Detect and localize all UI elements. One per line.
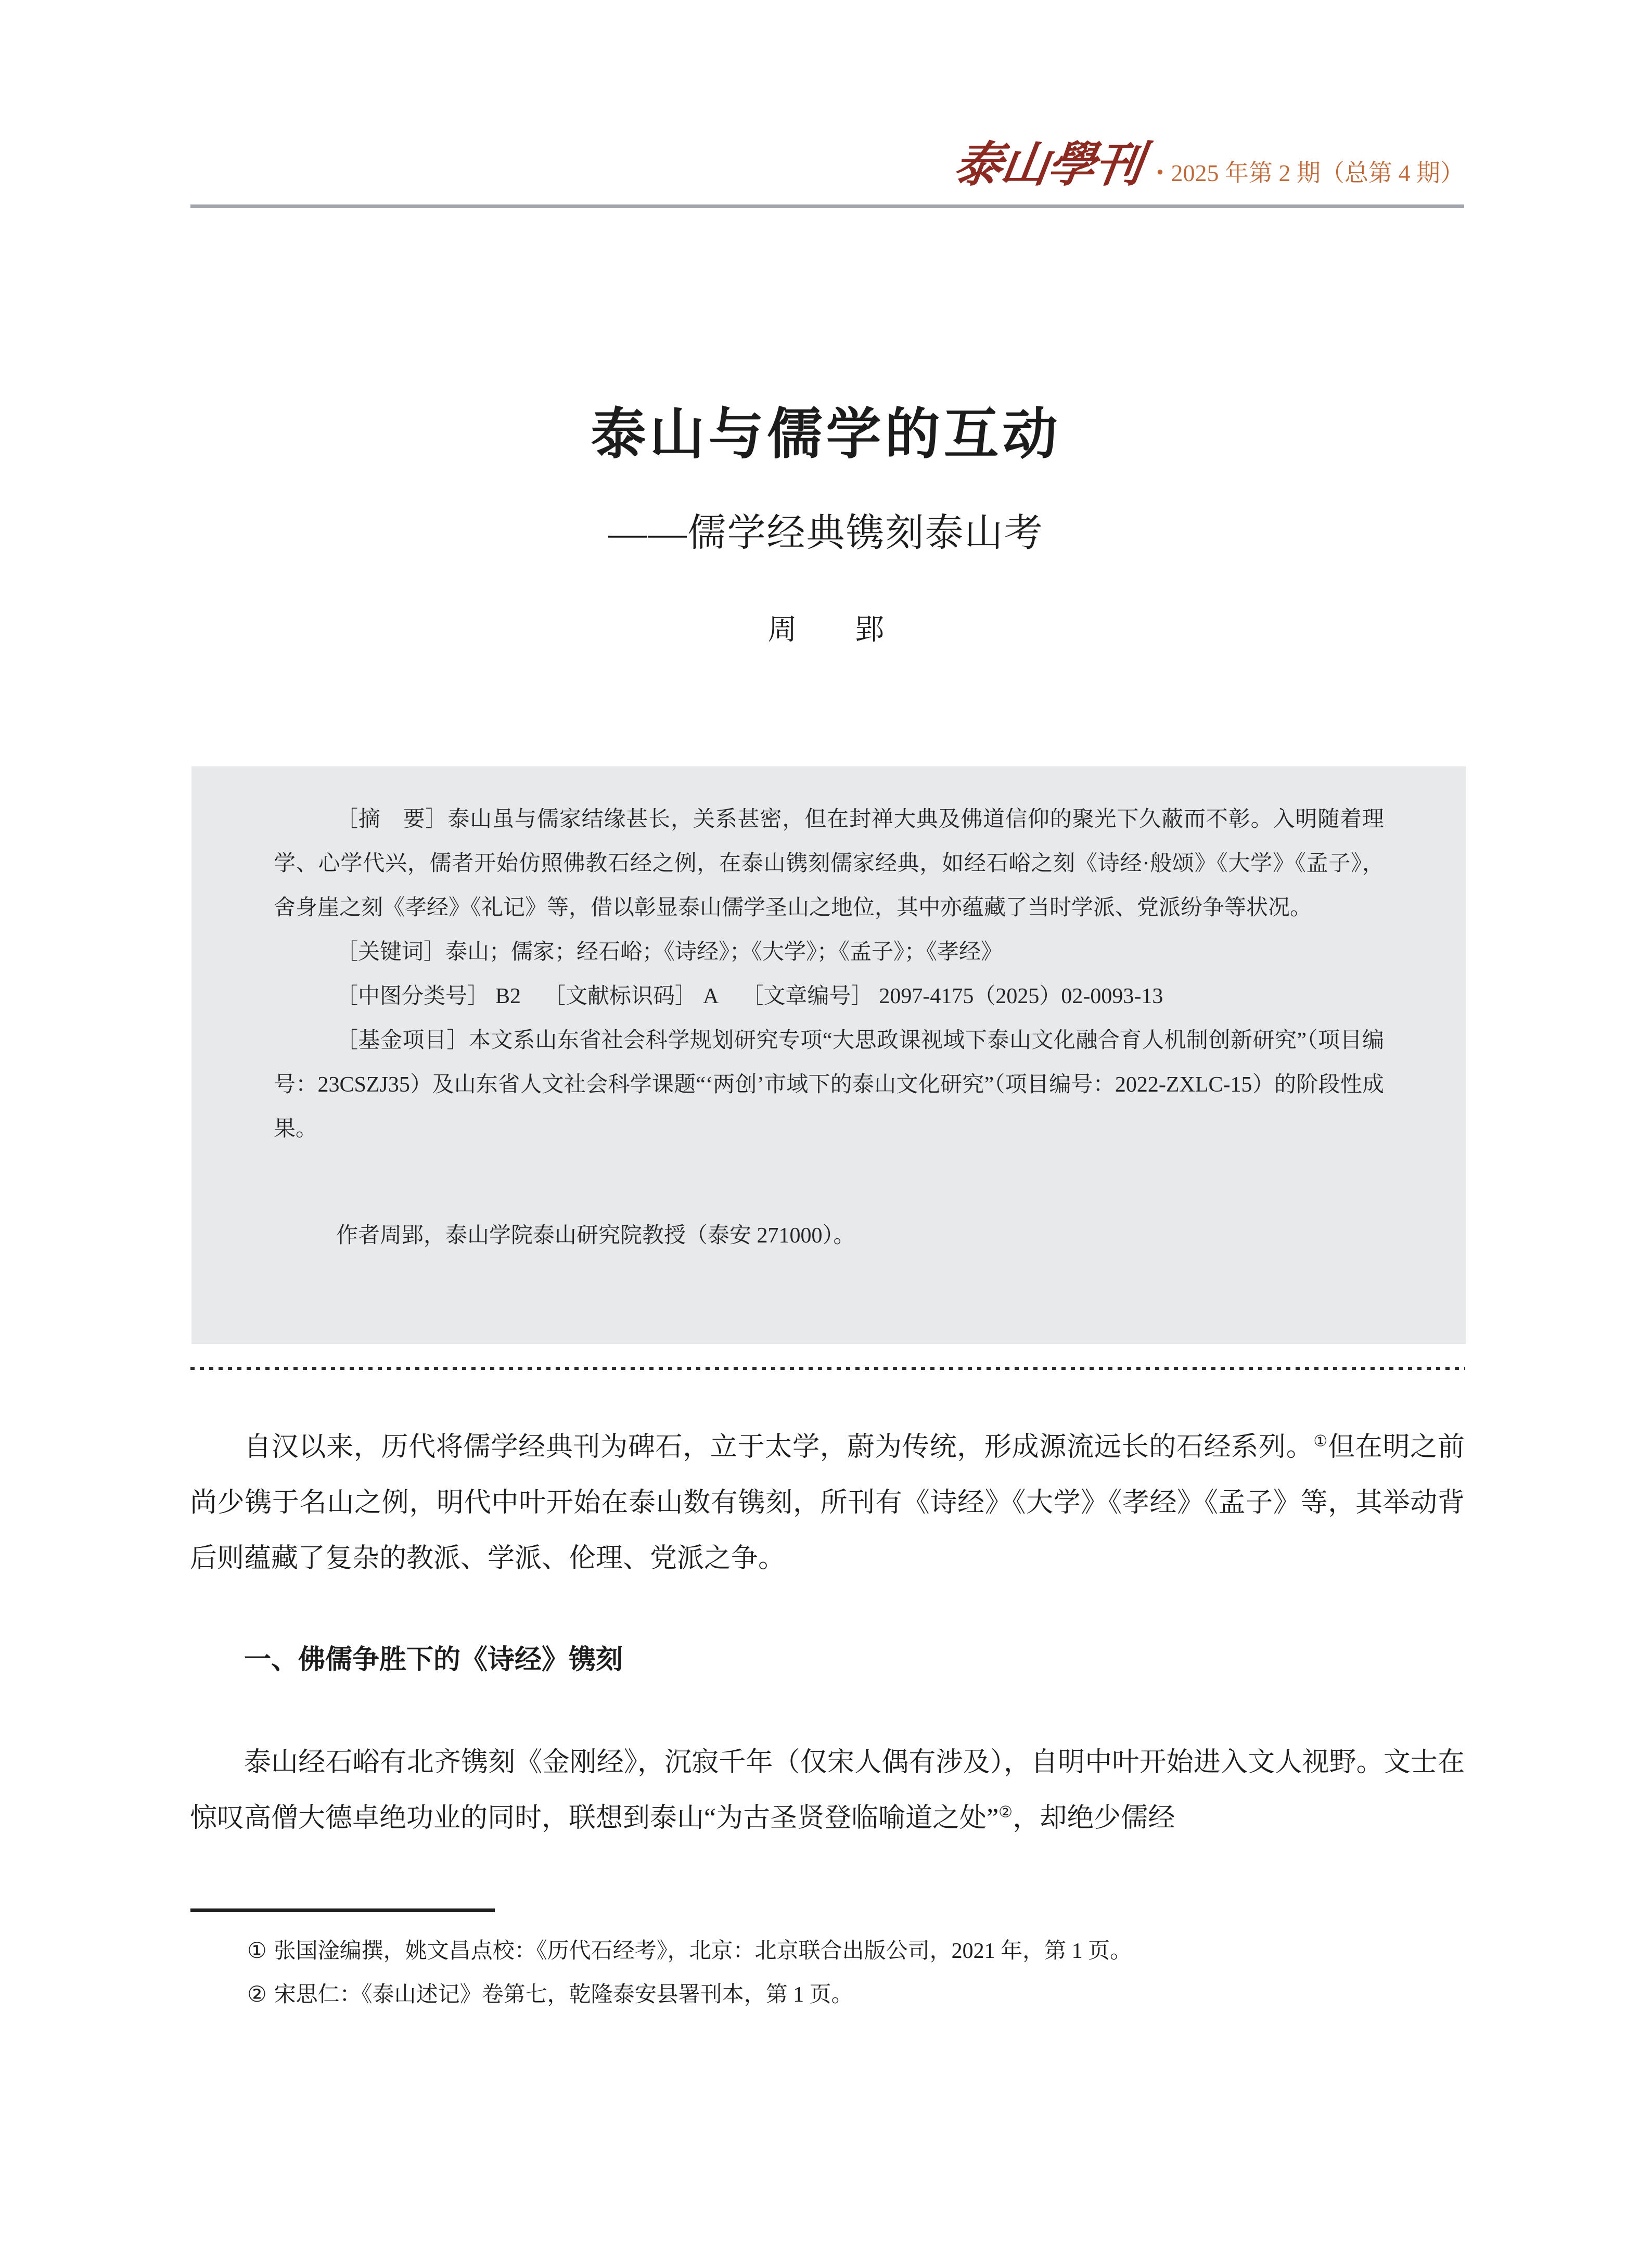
abstract-summary-label: ［摘 要］ bbox=[336, 808, 448, 831]
clc-value: B2 bbox=[495, 984, 521, 1008]
footnote-2 bbox=[247, 1973, 1465, 2017]
abstract-summary bbox=[274, 798, 1384, 930]
doc-code-label: ［文献标识码］ bbox=[544, 984, 697, 1008]
article-title: 泰山与儒学的互动 bbox=[591, 404, 1061, 465]
doc-code-value: A bbox=[703, 984, 719, 1008]
abstract-classification-line bbox=[274, 975, 1384, 1019]
issue-bullet-icon: • bbox=[1156, 160, 1164, 184]
dotted-divider bbox=[190, 1367, 1465, 1370]
abstract-fund bbox=[274, 1019, 1384, 1151]
abstract-keywords-label: ［关键词］ bbox=[336, 940, 446, 964]
article-id-label: ［文章编号］ bbox=[741, 984, 873, 1008]
paragraph-text: 泰山经石峪有北齐镌刻《金刚经》，沉寂千年（仅宋人偶有涉及），自明中叶开始进入文人视野。文士在惊叹高僧大德卓绝功业的同时，联想到泰山“为古圣贤登临喻道之处” bbox=[190, 1748, 1465, 1833]
issue-text: 2025 年第 2 期（总第 4 期） bbox=[1171, 160, 1464, 186]
footnote-separator bbox=[190, 1908, 495, 1912]
article-subtitle: ——儒学经典镌刻泰山考 bbox=[608, 512, 1044, 555]
article-id-value: 2097-4175（2025）02-0093-13 bbox=[879, 984, 1163, 1008]
footnote-marker: ① bbox=[247, 1939, 267, 1963]
article-body bbox=[190, 1419, 1465, 1846]
footnotes bbox=[247, 1929, 1465, 2017]
abstract-keywords bbox=[274, 930, 1384, 975]
abstract-box bbox=[191, 766, 1466, 1344]
paragraph-text: ，却绝少儒经 bbox=[1013, 1803, 1175, 1833]
issue-info bbox=[1156, 159, 1464, 187]
footnote-ref-1: ① bbox=[1313, 1432, 1328, 1450]
fund-label: ［基金项目］ bbox=[336, 1029, 469, 1053]
footnote-ref-2: ② bbox=[998, 1803, 1013, 1821]
abstract-summary-text: 泰山虽与儒家结缘甚长，关系甚密，但在封禅大典及佛道信仰的聚光下久蔽而不彰。入明随着理学、心学代兴，儒者开始仿照佛教石经之例，在泰山镌刻儒家经典，如经石峪之刻《诗经·般颂》《大学》《孟子》，舍身崖之刻《孝经》《礼记》等，借以彰显泰山儒学圣山之地位，其中亦蕴藏了当时学派、党派纷争等状况。 bbox=[274, 808, 1384, 920]
article-author: 周 郢 bbox=[767, 614, 885, 646]
masthead bbox=[951, 136, 1464, 194]
footnote-text: 宋思仁：《泰山述记》卷第七，乾隆泰安县署刊本，第 1 页。 bbox=[274, 1983, 853, 2007]
footnote-1 bbox=[247, 1929, 1465, 1973]
fund-text: 本文系山东省社会科学规划研究专项“大思政课视域下泰山文化融合育人机制创新研究”（项目编号：23CSZJ35）及山东省人文社会科学课题“‘两创’市域下的泰山文化研究”（项目编号：2022-ZXLC-15）的阶段性成果。 bbox=[274, 1029, 1384, 1141]
abstract-keywords-text: 泰山；儒家；经石峪；《诗经》；《大学》；《孟子》；《孝经》 bbox=[445, 940, 1003, 964]
paragraph-text: 自汉以来，历代将儒学经典刊为碑石，立于太学，蔚为传统，形成源流远长的石经系列。 bbox=[244, 1432, 1314, 1462]
journal-logo: 泰山學刊 bbox=[951, 138, 1146, 191]
footnote-text: 张国淦编撰，姚文昌点校：《历代石经考》，北京：北京联合出版公司，2021 年，第 1 页。 bbox=[274, 1939, 1132, 1963]
paragraph-text: 但在明之前尚少镌于名山之例，明代中叶开始在泰山数有镌刻，所刊有《诗经》《大学》《孝经》《孟子》等，其举动背后则蕴藏了复杂的教派、学派、伦理、党派之争。 bbox=[190, 1432, 1465, 1573]
abstract-author-note: 作者周郢，泰山学院泰山研究院教授（泰安 271000）。 bbox=[336, 1224, 855, 1248]
section-heading-1: 一、佛儒争胜下的《诗经》镌刻 bbox=[244, 1645, 623, 1675]
header-rule bbox=[190, 204, 1464, 208]
body-paragraph-2 bbox=[190, 1735, 1465, 1846]
footnote-marker: ② bbox=[247, 1983, 267, 2007]
clc-label: ［中图分类号］ bbox=[336, 984, 490, 1008]
body-paragraph-1 bbox=[190, 1419, 1465, 1586]
